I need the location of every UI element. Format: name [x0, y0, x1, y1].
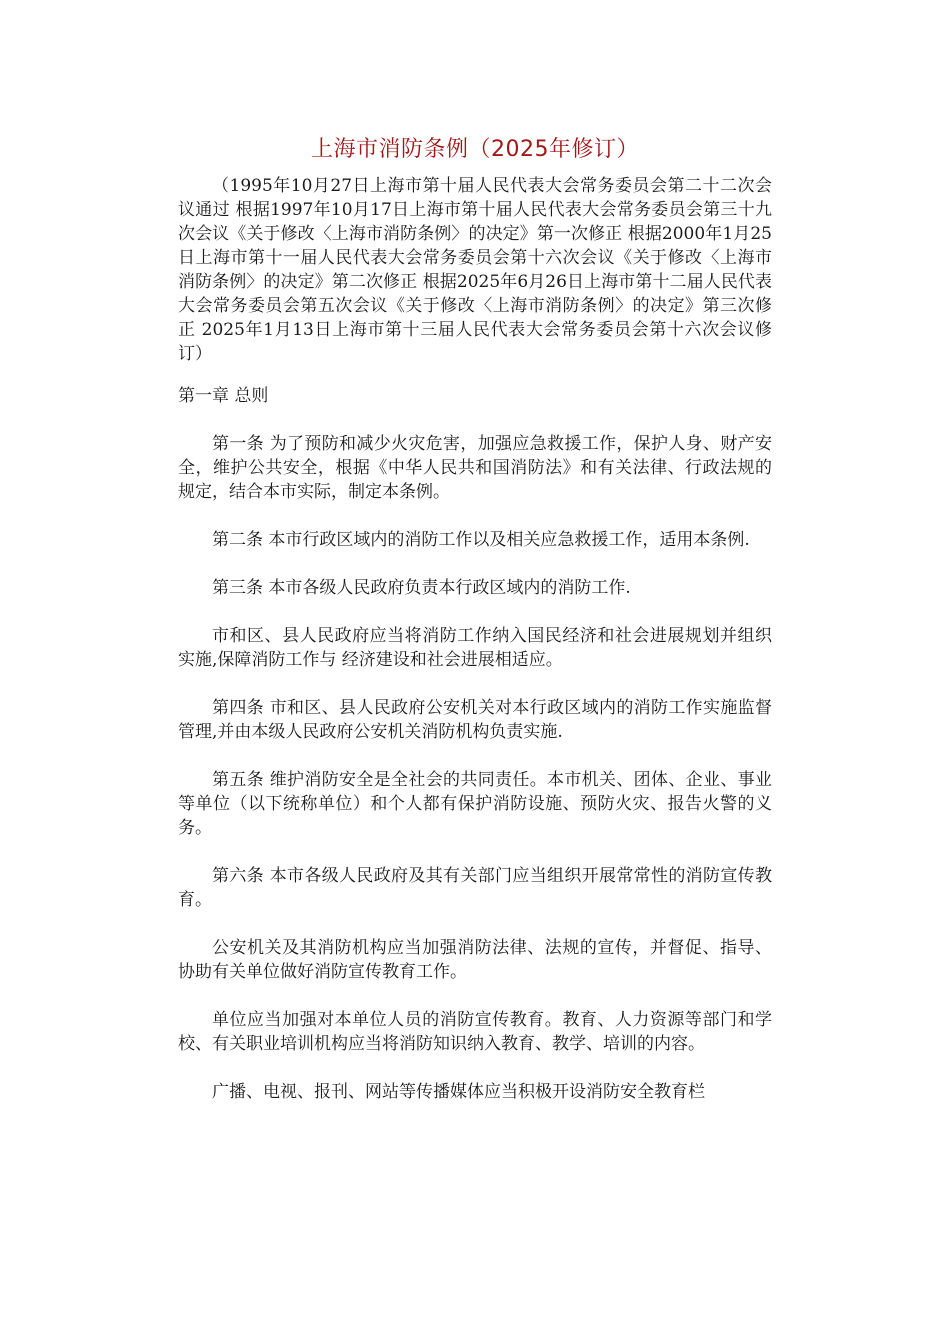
- article-6: 第六条 本市各级人民政府及其有关部门应当组织开展常常性的消防宣传教育。: [178, 866, 772, 910]
- preamble-paragraph: （1995年10月27日上海市第十届人民代表大会常务委员会第二十二次会议通过 根据1997年10月17日上海市第十届人民代表大会常务委员会第三十九次会议《关于修改〈上海市消防条例〉的决定》第一次修正 根据2000年1月25日上海市第十一届人民代表大会常务委员会第十六次会议《关于修改〈上海市消防条例〉的决定》第二次修正 根据2025年6月26日上海市第十二届人民代表大会常务委员会第五次会议《关于修改〈上海市消防条例〉的决定》第三次修正 2025年1月13日上海市第十三届人民代表大会常务委员会第十六次会议修订）: [178, 176, 772, 364]
- article-3: 第三条 本市各级人民政府负责本行政区域内的消防工作.: [212, 578, 631, 598]
- chapter-heading: 第一章 总则: [178, 386, 269, 406]
- article-1: 第一条 为了预防和减少火灾危害，加强应急救援工作，保护人身、财产安全，维护公共安全，根据《中华人民共和国消防法》和有关法律、行政法规的规定，结合本市实际，制定本条例。: [178, 434, 772, 502]
- document-body: [178, 174, 772, 1104]
- article-6-clause-4: 广播、电视、报刊、网站等传播媒体应当积极开设消防安全教育栏: [212, 1082, 705, 1102]
- article-4: 第四条 市和区、县人民政府公安机关对本行政区域内的消防工作实施监督管理,并由本级人民政府公安机关消防机构负责实施.: [178, 698, 772, 742]
- article-5: 第五条 维护消防安全是全社会的共同责任。本市机关、团体、企业、事业等单位（以下统称单位）和个人都有保护消防设施、预防火灾、报告火警的义务。: [178, 770, 772, 838]
- article-3-clause-2: 市和区、县人民政府应当将消防工作纳入国民经济和社会进展规划并组织实施,保障消防工作与 经济建设和社会进展相适应。: [178, 626, 772, 670]
- article-6-clause-3: 单位应当加强对本单位人员的消防宣传教育。教育、人力资源等部门和学校、有关职业培训机构应当将消防知识纳入教育、教学、培训的内容。: [178, 1010, 772, 1054]
- document-title: 上海市消防条例（2025年修订）: [311, 137, 639, 162]
- article-6-clause-2: 公安机关及其消防机构应当加强消防法律、法规的宣传，并督促、指导、协助有关单位做好消防宣传教育工作。: [178, 938, 772, 982]
- article-2: 第二条 本市行政区域内的消防工作以及相关应急救援工作，适用本条例.: [212, 530, 750, 550]
